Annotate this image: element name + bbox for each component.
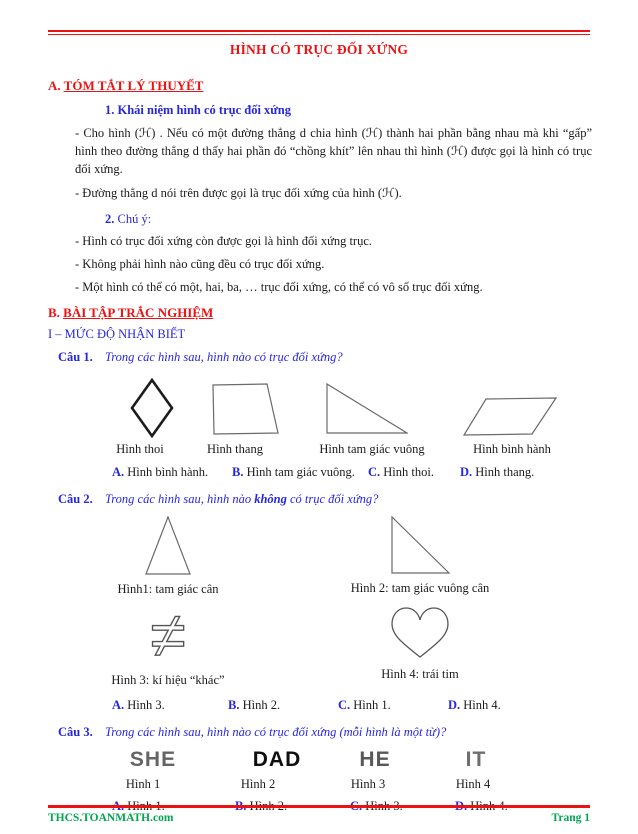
word-she: SHE <box>129 747 177 771</box>
question-3-label: Câu 3. <box>58 724 93 739</box>
figure-column <box>48 515 288 597</box>
answer-option-c: C. Hình thoi. <box>368 464 434 479</box>
figure-label: Hình1: tam giác cân <box>117 581 219 596</box>
question-3-words <box>0 748 638 772</box>
footer-page-number: Trang 1 <box>551 812 590 824</box>
footer-site-link[interactable]: THCS.TOANMATH.com <box>48 812 174 824</box>
figure-label: Hình 3: kí hiệu “khác” <box>111 672 225 687</box>
footer-divider <box>48 805 590 808</box>
figure-label: Hình 4: trái tim <box>381 666 459 681</box>
answer-option-c: C. Hình 1. <box>338 697 391 712</box>
subsection-2-number: 2. <box>105 212 115 226</box>
figure-column <box>300 605 540 688</box>
parallelogram-figure <box>463 397 557 436</box>
figure-label: Hình 4 <box>455 776 491 791</box>
figure-label: Hình thang <box>207 441 263 456</box>
section-a-letter: A. <box>48 78 61 93</box>
answer-option-c: C. Hình 3. <box>350 798 403 813</box>
figure-label: Hình thoi <box>116 441 164 456</box>
isosceles-triangle-figure <box>145 515 191 576</box>
answer-option-a: A. Hình 3. <box>112 697 165 712</box>
figure-label: Hình 3 <box>350 776 386 791</box>
subsection-1-heading: 1. Khái niệm hình có trục đối xứng <box>105 103 291 117</box>
section-b-letter: B. <box>48 304 60 320</box>
answer-option-b: B. Hình tam giác vuông. <box>232 464 355 479</box>
level-heading: I – MỨC ĐỘ NHẬN BIẾT <box>48 326 186 341</box>
answer-option-b: B. Hình 2. <box>228 697 281 712</box>
question-3-text: Trong các hình sau, hình nào có trục đối xứng (mỗi hình là một từ)? <box>105 724 447 739</box>
right-isosceles-triangle-figure <box>390 515 451 575</box>
section-a-heading <box>48 78 638 94</box>
subsection-2-title: Chú ý: <box>117 212 152 226</box>
figure-column <box>300 515 540 597</box>
note-3: - Một hình có thể có một, hai, ba, … trục đối xứng, có thể có vô số trục đối xứng. <box>75 279 483 294</box>
question-1 <box>58 350 592 365</box>
rhombus-figure <box>129 377 175 439</box>
figure-label: Hình 2: tam giác vuông cân <box>350 580 490 595</box>
answer-option-d: D. Hình 4. <box>455 798 508 813</box>
question-2 <box>58 492 592 507</box>
answer-option-d: D. Hình thang. <box>460 464 535 479</box>
theory-paragraph-2: - Đường thẳng d nói trên được gọi là trục đối xứng của hình (ℋ). <box>75 186 402 201</box>
answer-option-d: D. Hình 4. <box>448 697 501 712</box>
question-2-figures-row-1 <box>48 515 638 597</box>
figure-label: Hình tam giác vuông <box>319 441 425 456</box>
trapezoid-figure <box>212 383 279 435</box>
question-2-figures-row-2 <box>48 605 638 688</box>
section-a-title: TÓM TẮT LÝ THUYẾT <box>63 78 204 93</box>
question-2-answers <box>112 698 638 713</box>
question-2-label: Câu 2. <box>58 491 93 506</box>
figure-label: Hình bình hành <box>473 441 551 456</box>
question-1-answers <box>112 465 638 480</box>
footer <box>48 812 590 824</box>
question-1-figure-labels <box>0 442 638 457</box>
question-1-label: Câu 1. <box>58 349 93 364</box>
theory-paragraph-1: - Cho hình (ℋ) . Nếu có một đường thẳng d chia hình (ℋ) thành hai phần bằng nhau mà khi “gấp” hình theo đường thẳng d thấy hai phần đó “chồng khít” lên nhau thì hình (ℋ) được gọi là hình có trục đối xứng. <box>75 126 592 176</box>
svg-text:≠: ≠ <box>150 604 186 667</box>
section-b-heading <box>48 305 638 321</box>
page-title: HÌNH CÓ TRỤC ĐỐI XỨNG <box>229 42 409 57</box>
top-divider <box>48 30 590 35</box>
heart-figure <box>389 605 451 661</box>
word-he: HE <box>359 747 391 771</box>
question-3-word-labels <box>0 777 638 792</box>
figure-column <box>48 605 288 688</box>
figure-label: Hình 1 <box>125 776 161 791</box>
right-triangle-figure <box>326 383 408 434</box>
section-b-title: BÀI TẬP TRẮC NGHIỆM <box>63 304 214 320</box>
question-1-figures <box>0 375 638 437</box>
answer-option-a: A. Hình bình hành. <box>112 464 209 479</box>
word-it: IT <box>465 747 487 771</box>
question-3 <box>58 725 592 740</box>
not-equal-symbol-figure <box>132 605 204 667</box>
figure-label: Hình 2 <box>240 776 276 791</box>
question-2-text: Trong các hình sau, hình nào không có trục đối xứng? <box>105 491 379 506</box>
question-1-text: Trong các hình sau, hình nào có trục đối xứng? <box>105 349 343 364</box>
answer-option-a: A. Hình 1. <box>112 798 165 813</box>
subsection-2-heading <box>105 212 638 227</box>
word-dad: DAD <box>252 747 302 771</box>
answer-option-b: B. Hình 2. <box>235 798 288 813</box>
note-2: - Không phải hình nào cũng đều có trục đối xứng. <box>75 256 325 271</box>
note-1: - Hình có trục đối xứng còn được gọi là hình đối xứng trục. <box>75 234 373 248</box>
